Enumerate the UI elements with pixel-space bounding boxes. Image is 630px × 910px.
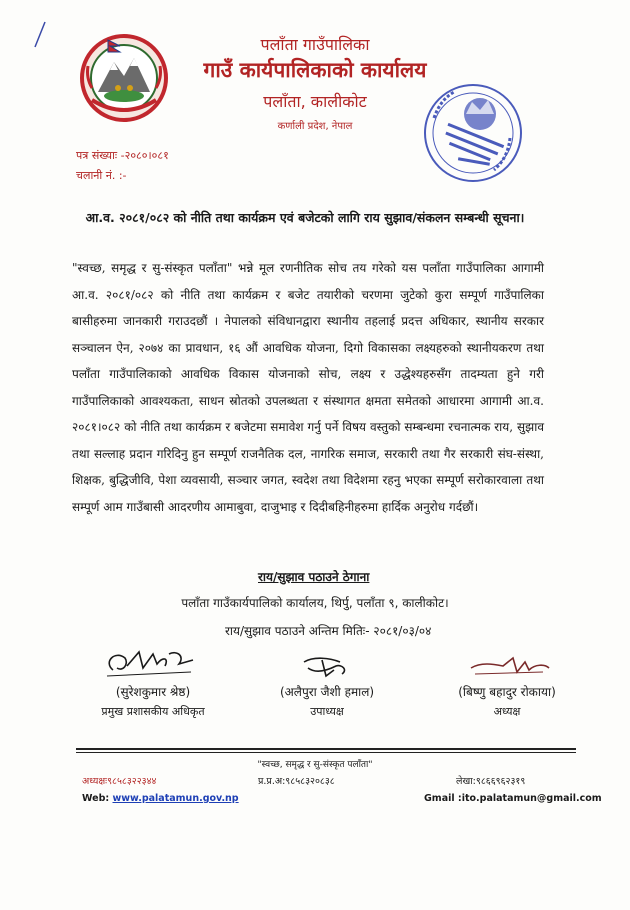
submission-address: पलाँता गाउँकार्यपालिको कार्यालय, थिर्पु, पलाँता ९, कालीकोट। (181, 596, 449, 610)
footer-divider (76, 748, 576, 750)
cao-phone: प्र.प्र.अ:९८५८३२०८३८ (258, 776, 335, 787)
website-label: Web: (82, 793, 110, 804)
official-stamp (418, 78, 528, 188)
org-name: पलाँता गाउँपालिका (260, 35, 370, 54)
signatory-name: (अलैपुरा जैशी हमाल) (279, 685, 375, 699)
handwritten-signature (282, 652, 372, 682)
signatory-name: (बिष्णु बहादुर रोकाया) (458, 685, 556, 699)
org-location: पलाँता, कालीकोट (263, 92, 367, 111)
dispatch-number: चलानी नं. :- (76, 169, 127, 182)
footer-slogan: "स्वच्छ, समृद्ध र सु-संस्कृत पलाँता" (257, 760, 373, 770)
org-province: कर्णाली प्रदेश, नेपाल (277, 121, 353, 132)
signature-block-chair (432, 652, 582, 722)
footer-divider (76, 752, 576, 753)
pen-mark (30, 20, 50, 50)
signature-block-cao (78, 642, 228, 722)
notice-body: "स्वच्छ, समृद्ध र सु-संस्कृत पलाँता" भन्ने मूल रणनीतिक सोच तय गरेको यस पलाँता गाउँपालिका आगामी आ.व. २०८१/०८२ को नीति तथा कार्यक्रम र बजेट तयारीको चरणमा जुटेको कुरा सम्पूर्ण गाउँपालिका बासीहरुमा जानकारी गराउदछौं । नेपालको संविधानद्वारा स्थानीय तहलाई प्रदत्त अधिकार, स्थानीय सरकार सञ्चालन ऐन, २०७४ का प्रावधान, १६ औं आवधिक योजना, दिगो विकासका लक्ष्यहरुको स्थानीयकरण तथा पलाँता गाउँपालिकाको आवधिक विकास योजनाको सोच, लक्ष्य र उद्धेश्यहरुसँग तादम्यता हुने गरी गाउँपालिकाको आवश्यकता, साधन स्रोतको उपलब्धता र संस्थागत क्षमता समेतको आधारमा आगामी आ.व. २०८१।०८२ को नीति तथा कार्यक्रम र बजेटमा समावेश गर्नु पर्ने विषय वस्तुको सम्बन्धमा रचनात्मक राय, सुझाव तथा सल्लाह प्रदान गरिदिनु हुन सम्पूर्ण राजनैतिक दल, नागरिक समाज, सरकारी तथा गैर सरकारी संघ-संस्था, शिक्षक, बुद्धिजीवि, पेशा व्यवसायी, सञ्चार जगत, स्वदेश तथा विदेशमा रहनु भएका सम्पूर्ण सरोकारवाला तथा सम्पूर्ण आम गाउँबासी आदरणीय आमाबुवा, दाजुभाइ र दिदीबहिनीहरुमा हार्दिक अनुरोध गर्दछौं। (72, 261, 544, 514)
signatory-title: प्रमुख प्रशासकीय अधिकृत (101, 705, 205, 718)
submission-deadline: राय/सुझाव पठाउने अन्तिम मितिः- २०८१/०३/०४ (225, 624, 432, 638)
email-address: Gmail :ito.palatamun@gmail.com (424, 793, 602, 804)
signatory-title: अध्यक्ष (493, 705, 521, 718)
letterhead (175, 34, 455, 136)
office-title: गाउँ कार्यपालिकाको कार्यालय (203, 58, 427, 82)
website-link[interactable]: www.palatamun.gov.np (112, 793, 239, 804)
nepal-government-emblem (78, 30, 170, 122)
handwritten-signature (457, 652, 557, 682)
accounts-phone: लेखा:९८६६९६२३१९ (456, 776, 526, 787)
handwritten-signature (93, 642, 213, 682)
address-heading: राय/सुझाव पठाउने ठेगाना (258, 570, 370, 584)
signature-block-vice-chair (252, 652, 402, 722)
signatory-name: (सुरेशकुमार श्रेष्ठ) (115, 685, 191, 699)
signatory-title: उपाध्यक्ष (310, 705, 344, 718)
notice-subject: आ.व. २०८१/०८२ को नीति तथा कार्यक्रम एवं बजेटको लागि राय सुझाव/संकलन सम्बन्धी सूचना। (85, 210, 525, 225)
chair-phone: अध्यक्षः९८५८३२२३४४ (82, 776, 157, 787)
website (82, 793, 239, 804)
letter-number: पत्र संख्याः -२०८०।०८१ (76, 149, 169, 162)
